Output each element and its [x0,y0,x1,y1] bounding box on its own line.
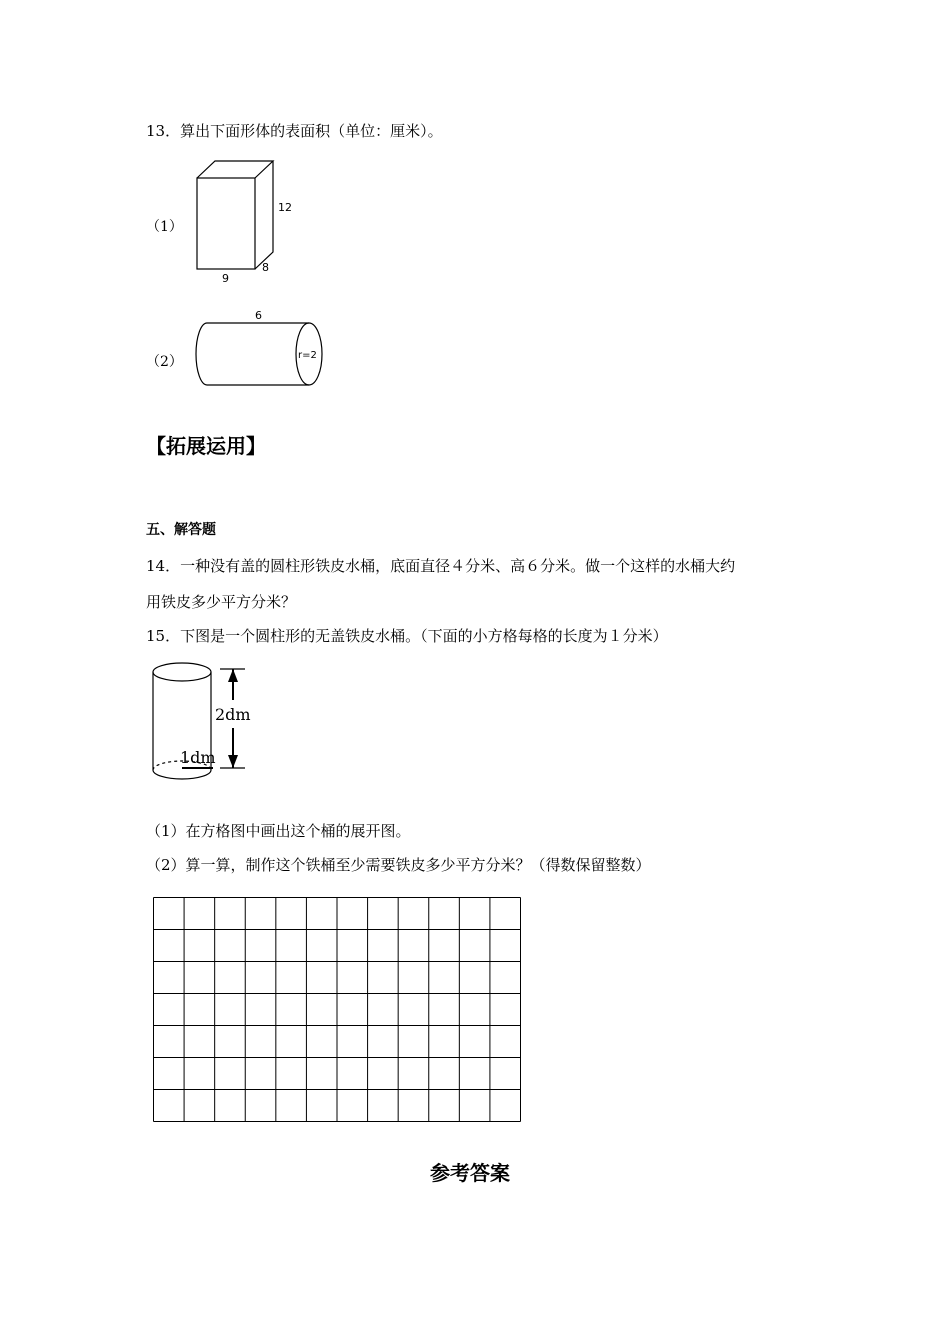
q14-line1: 14．一种没有盖的圆柱形铁皮水桶，底面直径４分米、高６分米。做一个这样的水桶大约 [146,557,736,575]
cuboid-height-label: 12 [278,201,292,214]
q15-part2: （2）算一算，制作这个铁桶至少需要铁皮多少平方分米？（得数保留整数） [146,856,651,874]
drawing-grid[interactable] [153,897,521,1122]
q14-line2: 用铁皮多少平方分米？ [146,593,297,611]
q13-part1-label: （1） [146,219,183,235]
cylinder-left-end [196,323,207,385]
bucket-figure [150,660,270,785]
bucket-radius-label: 1dm [180,748,216,767]
bucket-height-label: 2dm [215,705,251,724]
cuboid-width-label: 8 [262,261,269,274]
bucket-bottom-front [153,770,211,779]
q13-part2-label: （2） [146,354,183,370]
answer-title: 参考答案 [430,1161,510,1185]
cuboid-figure [190,160,310,290]
cuboid-top-face [197,161,273,178]
cylinder-length-label: 6 [255,309,262,322]
section-heading: 【拓展运用】 [146,434,266,458]
bucket-height-arrow-down [228,755,238,768]
q13-title: 13．算出下面形体的表面积（单位：厘米）。 [146,122,443,140]
cuboid-front-face [197,178,255,269]
cylinder-radius-label: r=2 [298,350,317,361]
cuboid-side-face [255,161,273,269]
cuboid-length-label: 9 [222,272,229,285]
cylinder-figure [185,305,335,390]
q15-title: 15．下图是一个圆柱形的无盖铁皮水桶。（下面的小方格每格的长度为１分米） [146,627,668,645]
sub-heading: 五、解答题 [146,522,216,538]
bucket-top-rim [153,663,211,681]
bucket-height-arrow-up [228,669,238,682]
q15-part1: （1）在方格图中画出这个桶的展开图。 [146,822,411,840]
